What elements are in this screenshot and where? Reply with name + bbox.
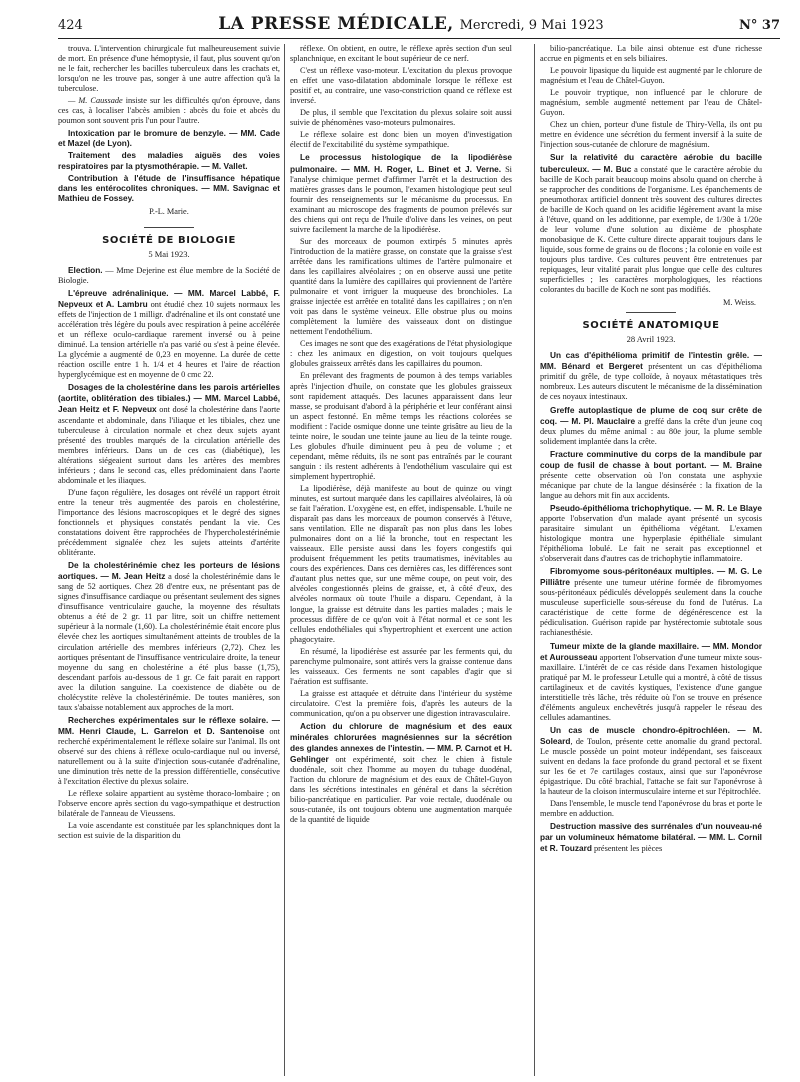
paragraph-text: ont expérimenté, soit chez le chien à fistule duodénale, soit chez l'homme au moyen du tubage duodénal, l'action du chlorure de magnésium et des eaux de Châtel-Guyon dans les sécrétions intestinales en général et dans la sécrétion bilio-pancréatique en particulier. Par voie rectale, duodénale ou sous-cutanée, ils ont toujours obtenu une augmentation marquée de la quantité de liquide [290, 755, 512, 825]
paragraph: réflexe. On obtient, en outre, le réflexe après section d'un seul splanchnique, en excitant le bout supérieur de ce nerf. [290, 44, 512, 64]
paragraph [58, 96, 280, 126]
paragraph-text: apporte l'observation d'un malade ayant présenté un sycosis parasitaire simulant un épithélioma végétant. L'examen histologique montra une hyperplasie épithéliale simulant l'épithélioma lobulé. Le fait ne serait pas exceptionnel et s'observerait dans d'autres cas de trichophytie inflammatoire. [540, 513, 762, 564]
item-title: Greffe autoplastique de plume de coq sur crête de coq. — M. Pl. Mauclaire [540, 404, 762, 426]
paragraph [540, 503, 762, 564]
paragraph: Ces images ne sont que des exagérations de l'état physiologique : chez les animaux en digestion, on voit toujours quelques globules graisseux arrêtés dans les capillaires du poumon. [290, 339, 512, 369]
paragraph [58, 715, 280, 787]
paragraph [540, 405, 762, 447]
item-title: Fibromyome sous-péritonéaux multiples. — M. G. Le Pilliâtre [540, 566, 762, 588]
paragraph: Sur des morceaux de poumon extirpés 5 minutes après l'introduction de la matière grasse, on constate que la graisse s'est arrêtée dans les ramifications ultimes de l'artère pulmonaire et dans les capillaires alvéolaires ; on en observe aussi une petite quantité dans la lumière des capillaires qui proviennent de l'artère pulmonaire et vont irriguer la muqueuse des bronchioles. La graisse injectée est arrêtée en totalité dans les capillaires ; on n'en voit pas dans le système veineux. Elle obstrue plus ou moins complètement la lumière des vaisseaux dont on distingue nettement l'endothélium. [290, 236, 512, 337]
paragraph-text: apportent l'observation d'une tumeur mixte sous-maxillaire. L'intérêt de ce cas réside dans l'examen histologique pratiqué par M. le professeur Letulle qui a montré, à côté de tissus cartilagineux et de cavités kystiques, l'existence d'une gangue interstitielle très lâche, très réduite où l'on se trouve en présence d'éléments anguleux enchevêtrés jusqu'à rappeler le réseau des cellules adamantines. [540, 652, 762, 722]
paragraph-text: présente une tumeur utérine formée de fibromyomes sous-péritonéaux pédiculés développés seulement dans la couche musculeuse superficielle sous-séreuse du fond de l'utérus. La caractéristique de cette forme de dégénérescence est la pédiculisation. Guérison rapide par hystérectomie subtotale sous rachianesthésie. [540, 578, 762, 638]
paragraph: Le réflexe solaire appartient au système thoraco-lombaire ; on l'observe encore après section du vago-sympathique et destruction bilatérale de l'anneau de Vieussens. [58, 789, 280, 819]
divider [144, 227, 194, 228]
item-title: Un cas de muscle chondro-épitrochléen. — M. Soleard [540, 724, 762, 746]
paragraph-text: a greffé dans la crête d'un jeune coq deux plumes du même animal : au 80e jour, la plume semble solidement implantée dans la crête. [540, 416, 762, 446]
paragraph [540, 350, 762, 402]
item-title: Destruction massive des surrénales d'un nouveau-né par un volumineux hématome bilatéral. — MM. L. Cornil et R. Touzard [540, 821, 762, 854]
paragraph [540, 566, 762, 638]
item-title: Dosages de la cholestérine dans les parois artérielles (aortite, oblitération des tibiales.) — MM. Marcel Labbé, Jean Heitz et F. Nepveux [58, 382, 280, 415]
item-title: Election. [68, 264, 103, 275]
paragraph [290, 721, 512, 825]
signature: M. Weiss. [722, 298, 756, 308]
issue-number: N° 37 [739, 18, 780, 33]
paragraph [58, 560, 280, 713]
paragraph: C'est un réflexe vaso-moteur. L'excitation du plexus provoque en effet une vaso-dilatation abdominale lorsque le réflexe est positif et, au contraire, une vaso-constriction quand ce réflexe est inversé. [290, 66, 512, 106]
item-title: Sur la relativité du caractère aérobie du bacille tuberculeux. — M. Buc [540, 152, 762, 174]
paragraph [540, 641, 762, 723]
paragraph [58, 265, 280, 286]
paragraph [540, 152, 762, 295]
communication-title: Intoxication par le bromure de benzyle. — MM. Cade et Mazel (de Lyon). [58, 128, 280, 149]
column-middle [290, 44, 512, 1080]
item-title: Un cas d'épithélioma primitif de l'intestin grêle. — MM. Bénard et Bergeret [540, 350, 762, 372]
paragraph [540, 725, 762, 797]
author-name: — M. Caussade [68, 96, 123, 106]
communication-title: Traitement des maladies aiguës des voies respiratoires par la ptysmothérapie. — M. Vallet. [58, 150, 280, 171]
paragraph-text: a constaté que le caractère aérobie du bacille de Koch parait beaucoup moins absolu quand on cherche à se rapprocher des conditions de l'organisme. Les épanchements de pneumothorax artificiel donnent très souvent des cultures directes de bacille de Koch quand on les acidifie légèrement avant la mise à l'étuve, quand on les additionne, par exemple, de 1/30e à 1/20e de leur volume d'une solution au dixième de phosphate monobasique de K. Cette culture directe apparait toujours dans le liquide, sous forme de grains ou de flocons ; la colonie en voile est toujours plus tardive. Ces cultures peuvent être entretenues par repiquages, leur vitalité parait plus longue que celle des cultures superficielles ; les caractères morphologiques, les réactions colorantes du bacille de Koch ne sont pas modifiés. [540, 164, 762, 295]
communication-title: Contribution à l'étude de l'insuffisance hépatique dans les entérocolites chroniques. — MM. Savignac et Mathieu de Fossey. [58, 172, 280, 203]
item-title: Pseudo-épithélioma trichophytique. — M. R. Le Blaye [550, 502, 762, 513]
paragraph-text: présentent un cas d'épithélioma primitif du grêle, de type colloïde, à noyaux métastatiques très nombreux. Les auteurs discutent le mécanisme de la dissémination de ces noyaux intestinaux. [540, 362, 762, 402]
paragraph: En prélevant des fragments de poumon à des temps variables après l'injection d'huile, on constate que les globules graisseux sont rapidement attaqués. Des lacunes apparaissent dans leur masse, se produisant d'abord à la périphérie et leur conférant ainsi un aspect festonné. En même temps les réactions colorées se modifient : l'acide osmique donne une teinte grisâtre au lieu de la teinte noire, le soudan une teinte jaune au lieu de la teinte rouge. Les globules d'huile diminuent peu à peu de volume ; et cependant, même réduits, ils ne sont pas entraînés par le courant sanguin : ils restent adhérents à l'endothélium vasculaire qui est simplement hypertrophié. [290, 371, 512, 481]
paragraph: La lipodiérèse, déjà manifeste au bout de quinze ou vingt minutes, est surtout marquée dans les capillaires alvéolaires, là où se fait l'aération. L'oxygène est, en effet, indispensable. L'huile ne disparaît pas dans les morceaux de poumon conservés à l'étuve, sans ventilation. Elle ne disparaît pas non plus dans les lobes pulmonaires dont on a lié la bronche, tout en respectant les vaisseaux. Elle persiste aussi dans les foyers congestifs qui produisent fréquemment les petits traumatismes, inévitables au cours des expériences. Dans ces dernières cas, les différences sont d'autant plus nettes que, sur une même coupe, on peut voir, des alvéoles congestionnés pleins de graisse, et, à côté d'eux, des alvéoles normaux où toute l'huile a disparu. Cependant, à la longue, la graisse est détruite dans les parties malades ; mais le processus diffère de ce qu'on voit à l'état normal et ce sont les cellules endothéliales qui s'hypertrophient et exercent une action phagocytaire. [290, 483, 512, 644]
paragraph: Le pouvoir lipasique du liquide est augmenté par le chlorure de magnésium et l'eau de Châtel-Guyon. [540, 66, 762, 86]
paragraph-text: ont recherché expérimentalement le réflexe solaire sur l'animal. Ils ont observé sur des chiens à réflexe oculo-cardiaque nul ou inversé, naturellement ou à la suite d'injection sous-cutanée d'adrénaline, une diminution très nette de la pression différentielle, consécutive à l'excitation élective du plexus solaire. [58, 726, 280, 787]
item-title: L'épreuve adrénalinique. — MM. Marcel Labbé, F. Nepveux et A. Lambru [58, 287, 280, 309]
paragraph: trouva. L'intervention chirurgicale fut malheureusement suivie de mort. En présence d'une hémoptysie, il faut, plus souvent qu'on ne le fait, rechercher les bacilles tuberculeux dans les crachats et, lorsqu'on ne les trouve pas, songer à une autre affection qu'à la tuberculose. [58, 44, 280, 94]
paragraph [58, 288, 280, 380]
paragraph [290, 152, 512, 234]
paragraph [540, 821, 762, 854]
divider [626, 312, 676, 313]
item-title: Le processus histologique de la lipodiérèse pulmonaire. — MM. H. Roger, L. Binet et J. Verne. [290, 152, 512, 174]
item-title: Fracture comminutive du corps de la mandibule par coup de fusil de chasse à bout portant. — M. Braine [540, 448, 762, 470]
item-title: De la cholestérinémie chez les porteurs de lésions aortiques. — M. Jean Heitz [58, 560, 280, 582]
paragraph: bilio-pancréatique. La bile ainsi obtenue est d'une richesse accrue en pigments et en sels biliaires. [540, 44, 762, 64]
paragraph-text: présente cette observation où l'on constata une asphyxie mécanique par chute de la langue désinsérée : la fixation de la langue au dehors mit fin aux accidents. [540, 470, 762, 500]
paragraph: En résumé, la lipodiérèse est assurée par les ferments qui, du parenchyme pulmonaire, sont attirés vers la graisse contenue dans les vaisseaux. Ces ferments ne sont capables d'agir que si l'aération est suffisante. [290, 646, 512, 686]
journal-title-line [218, 14, 603, 34]
column-rule [534, 44, 535, 1076]
paragraph-text: — Mme Dejerine est élue membre de la Société de Biologie. [58, 265, 280, 285]
paragraph [540, 449, 762, 501]
paragraph-text: a dosé la cholestérinémie dans le sang de 52 aortiques. Chez 28 d'entre eux, ne présentant pas de signes d'insuffisance cardiaque ou présentant seulement des signes d'insuffisance ventriculaire gauche, la moyenne des résultats obtenus a été de 2 gr. 11 par litre, soit un chiffre nettement supérieur à la normale (1,60). La cholestérinémie était encore plus élevée chez les aortiques simultanément atteints de troubles de la circulation artérielle des membres inférieurs (2,72). Chez les aortiques présentant de l'insuffisance ventriculaire droite, la teneur moyenne du sang en cholestérine a été plus basse (1,75), descendant parfois au-dessous de 1 gr. Ce fait parait en rapport avec la dilution sanguine. La coexistence de diabète ou de cholécystite relève la cholestérinémie. De toutes manières, son taux s'abaisse notablement aux approches de la mort. [58, 572, 280, 712]
issue-date: Mercredi, 9 Mai 1923 [459, 18, 604, 33]
column-rule [284, 44, 285, 1076]
paragraph-text: ont étudié chez 10 sujets normaux les effets de l'injection de 1 milligr. d'adrénaline et ils ont constaté une accélération très légère du pouls avec respiration à peine accélérée et un réflexe oculo-cardiaque rarement inversé ou à peine diminué. La tension artérielle n'a pas varié ou s'est à peine élevée. La glycémie a augmenté de 0,23 en moyenne. La durée de cette réaction oscille entre 1 h. 1/4 et 4 heures et l'aire de réaction hyperglycémique est en moyenne de 0 cmc 22. [58, 299, 280, 380]
section-date: 5 Mai 1923. [148, 248, 190, 259]
paragraph: De plus, il semble que l'excitation du plexus solaire soit aussi suivie de phénomènes vaso-moteurs pulmonaires. [290, 108, 512, 128]
paragraph: D'une façon régulière, les dosages ont révélé un rapport étroit entre la teneur très augmentée des parois en cholestérine, l'importance des lésions macroscopiques et le degré des signes fonctionnels et physiques constatés pendant la vie. Ces constatations doivent être rapprochées de l'hypercholestérinémie précédemment signalée chez les sujets atteints d'artérite oblitérante. [58, 487, 280, 558]
paragraph-text: présentent les pièces [591, 844, 663, 854]
paragraph [58, 382, 280, 485]
paragraph-text: , de Toulon, présente cette anomalie du grand pectoral. Le muscle possède un point moteur indépendant, ses faisceaux suivent en dedans la face profonde du grand pectoral et se fixent sur les 6e et 7e cartilages costaux, ainsi que sur l'aponévrose épigastrique. Du côté brachial, l'attache se fait sur l'aponévrose à la hauteur de la cloison intermusculaire interne et sur l'épitrochlée. [540, 736, 762, 797]
column-left [58, 44, 280, 1080]
paragraph-text: insiste sur les difficultés qu'on éprouve, dans ces cas, à localiser l'abcès amibien : abcès du foie et abcès du poumon sont souvent pris l'un pour l'autre. [58, 96, 280, 126]
paragraph: La graisse est attaquée et détruite dans l'intérieur du système circulatoire. C'est la première fois, d'après les auteurs de la communication, qu'on a pu observer une digestion intravasculaire. [290, 688, 512, 718]
signature: P.-L. Marie. [149, 206, 189, 216]
journal-title: LA PRESSE MÉDICALE, [218, 14, 454, 34]
column-right [540, 44, 762, 1080]
paragraph: La voie ascendante est constituée par les splanchniques dont la section est suivie de la disparition du [58, 821, 280, 841]
paragraph: Dans l'ensemble, le muscle tend l'aponévrose du bras et porte le membre en adduction. [540, 799, 762, 819]
page-header [58, 14, 780, 39]
page-number: 424 [58, 18, 83, 33]
item-title: Action du chlorure de magnésium et des eaux minérales chlorurées magnésiennes sur la sécrétion des glandes annexes de l'intestin. — MM. P. Carnot et H. Gehlinger [290, 721, 512, 765]
section-date: 28 Avril 1923. [626, 334, 676, 345]
paragraph-text: ont dosé la cholestérine dans l'aorte ascendante et abdominale, dans l'iliaque et les tibiales, chez une tuberculeuse à circulation normale et chez deux sujets ayant présenté des troubles marqués de la circulation artérielle des membres inférieurs. Dans un de ces cas (diabétique), les altérations siégeaient surtout dans les artères des membres inférieurs ; dans le second cas, elles prédominaient dans l'aorte abdominale et les iliaques. [58, 405, 280, 485]
item-title: Recherches expérimentales sur le réflexe solaire. — MM. Henri Claude, L. Garrelon et D. Santenoise [58, 714, 280, 736]
paragraph: Le réflexe solaire est donc bien un moyen d'investigation électif de l'excitabilité du système sympathique. [290, 130, 512, 150]
section-heading: SOCIÉTÉ ANATOMIQUE [582, 320, 720, 332]
paragraph: Le pouvoir tryptique, non influencé par le chlorure de magnésium, semble augmenté nettement par l'eau de Châtel-Guyon. [540, 88, 762, 118]
section-heading: SOCIÉTÉ DE BIOLOGIE [102, 234, 236, 246]
paragraph-text: Si l'analyse chimique permet d'affirmer l'arrêt et la destruction des matières grasses dans le poumon, l'examen histologique peut seul fournir des renseignements sur le mécanisme du processus. En examinant au microscope des fragments de poumon prélevés sur des chiens qui ont reçu de l'huile d'olive dans les veines, on peut suivre facilement la marche de la lipodiérèse. [290, 164, 512, 234]
item-title: Tumeur mixte de la glande maxillaire. — MM. Mondor et Aurousseau [540, 640, 762, 662]
paragraph: Chez un chien, porteur d'une fistule de Thiry-Vella, ils ont pu mettre en évidence une sécrétion du ferment inversif à la suite de l'injection sous-cutanée de chlorure de magnésium. [540, 120, 762, 150]
